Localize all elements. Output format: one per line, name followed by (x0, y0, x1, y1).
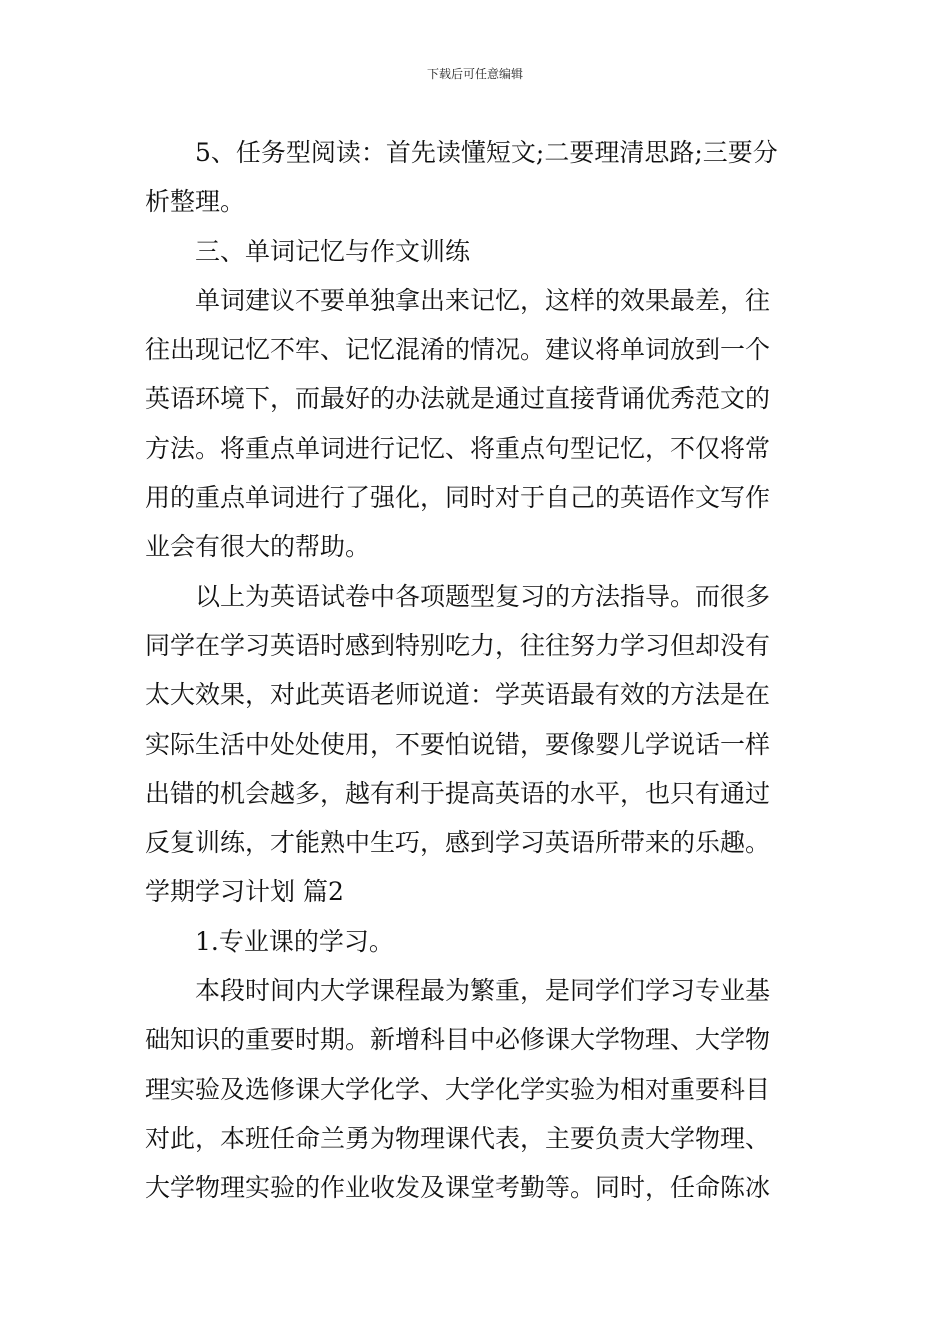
text-line: 方法。将重点单词进行记忆、将重点句型记忆，不仅将常 (145, 433, 771, 463)
text-line: 往出现记忆不牢、记忆混淆的情况。建议将单词放到一个 (145, 335, 771, 365)
text-line: 太大效果，对此英语老师说道：学英语最有效的方法是在 (145, 680, 771, 710)
text-line: 同学在学习英语时感到特别吃力，往往努力学习但却没有 (145, 630, 771, 660)
text-line: 单词建议不要单独拿出来记忆，这样的效果最差，往 (195, 285, 771, 315)
text-line: 出错的机会越多，越有利于提高英语的水平，也只有通过 (145, 778, 771, 808)
page-header: 下载后可任意编辑 (426, 67, 523, 81)
text-line: 1.专业课的学习。 (195, 926, 394, 956)
text-line: 对此，本班任命兰勇为物理课代表，主要负责大学物理、 (145, 1123, 771, 1153)
text-line: 用的重点单词进行了强化，同时对于自己的英语作文写作 (145, 483, 771, 513)
text-line: 英语环境下，而最好的办法就是通过直接背诵优秀范文的 (145, 384, 771, 414)
text-line: 本段时间内大学课程最为繁重，是同学们学习专业基 (195, 976, 771, 1006)
text-line: 实际生活中处处使用，不要怕说错，要像婴儿学说话一样 (145, 729, 771, 759)
text-line: 5、任务型阅读：首先读懂短文;二要理清思路;三要分 (195, 138, 778, 167)
text-line: 学期学习计划 篇2 (145, 877, 344, 907)
text-line: 析整理。 (145, 187, 246, 217)
document-body (145, 128, 805, 1213)
text-line: 三、单词记忆与作文训练 (195, 236, 471, 266)
text-line: 大学物理实验的作业收发及课堂考勤等。同时，任命陈冰 (145, 1173, 771, 1203)
text-line: 以上为英语试卷中各项题型复习的方法指导。而很多 (195, 581, 771, 611)
text-line: 础知识的重要时期。新增科目中必修课大学物理、大学物 (145, 1025, 771, 1055)
text-line: 业会有很大的帮助。 (145, 532, 371, 562)
text-line: 反复训练，才能熟中生巧，感到学习英语所带来的乐趣。 (145, 828, 771, 858)
text-line: 理实验及选修课大学化学、大学化学实验为相对重要科目 (145, 1074, 771, 1104)
